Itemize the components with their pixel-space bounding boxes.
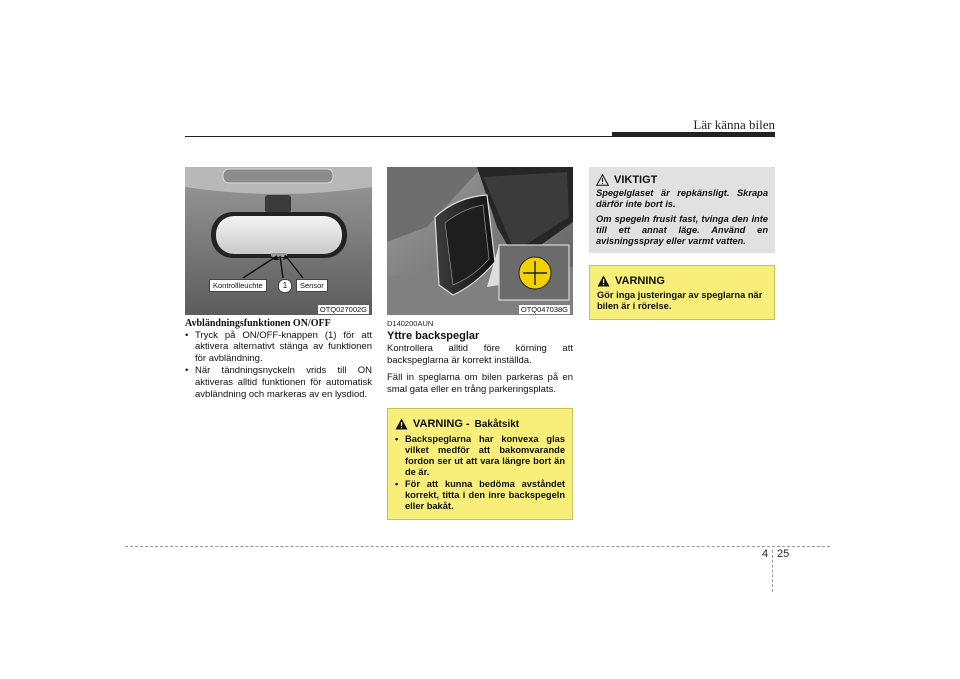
section-code: D140200AUN: [387, 319, 434, 328]
footer-divider: [772, 550, 773, 592]
note-title: [596, 174, 768, 186]
side-mirror-photo: [387, 167, 573, 315]
warning-title-text: VARNING: [615, 275, 665, 287]
rear-view-warning-box: [387, 408, 573, 520]
side-mirror-illustration: [387, 167, 573, 315]
figure-caption: OTQ027002G: [319, 305, 367, 314]
outer-mirrors-heading: Yttre backspeglar: [387, 329, 480, 342]
list-item: • Backspeglarna har konvexa glas vilket medför att bakomvarande fordon ser ut att vara längre bort än de är.: [395, 434, 565, 478]
warning-title: [597, 275, 767, 287]
dimming-bullets: [185, 330, 372, 401]
section-title: Lär känna bilen: [693, 117, 775, 132]
paragraph: Kontrollera alltid före körning att backspeglarna är korrekt inställda.: [387, 343, 573, 366]
rearview-mirror-illustration: [185, 167, 372, 315]
figure-caption: OTQ047038G: [520, 305, 568, 314]
note-title-text: VIKTIGT: [614, 174, 658, 186]
label-number-1: 1: [278, 279, 292, 293]
label-sensor: Sensor: [296, 279, 328, 292]
note-line: Om spegeln frusit fast, tvinga den inte till ett annat läge. Använd en avisningsspray eller varmt vatten.: [596, 214, 768, 246]
left-text-column: [185, 318, 372, 401]
middle-text-column: [387, 318, 573, 402]
dimming-heading: Avbländningsfunktionen ON/OFF: [185, 318, 331, 329]
list-item: • Tryck på ON/OFF-knappen (1) för att aktivera alternativt stänga av funktionen för avbländning.: [185, 330, 372, 365]
label-indicator: Kontrollleuchte: [209, 279, 267, 292]
adjustment-warning-box: [589, 265, 775, 320]
list-item: • När tändningsnyckeln vrids till ON aktiveras alltid funktionen för automatisk avbländning och markeras av en lysdiod.: [185, 365, 372, 400]
warning-title-text: VARNING -: [413, 418, 470, 430]
caution-triangle-icon: [596, 174, 609, 186]
warning-bullets: [395, 434, 565, 512]
warning-subtitle: Bakåtsikt: [474, 418, 520, 430]
footer-rule: [125, 546, 830, 547]
important-note-box: [589, 167, 775, 253]
warning-triangle-icon: [597, 275, 610, 287]
warning-text: Gör inga justeringar av speglarna när bilen är i rörelse.: [597, 290, 763, 311]
header-rule-accent: [612, 132, 775, 137]
list-item: • För att kunna bedöma avståndet korrekt, titta i den inre backspegeln eller bakåt.: [395, 479, 565, 512]
paragraph: Fäll in speglarna om bilen parkeras på en smal gata eller en trång parkeringsplats.: [387, 372, 573, 395]
note-line: Spegelglaset är repkänsligt. Skrapa därför inte bort is.: [596, 188, 768, 209]
warning-title: [395, 418, 565, 430]
warning-triangle-icon: [395, 418, 408, 430]
rearview-mirror-photo: [185, 167, 372, 315]
page-number: 25: [777, 548, 790, 560]
chapter-number: 4: [762, 548, 769, 560]
